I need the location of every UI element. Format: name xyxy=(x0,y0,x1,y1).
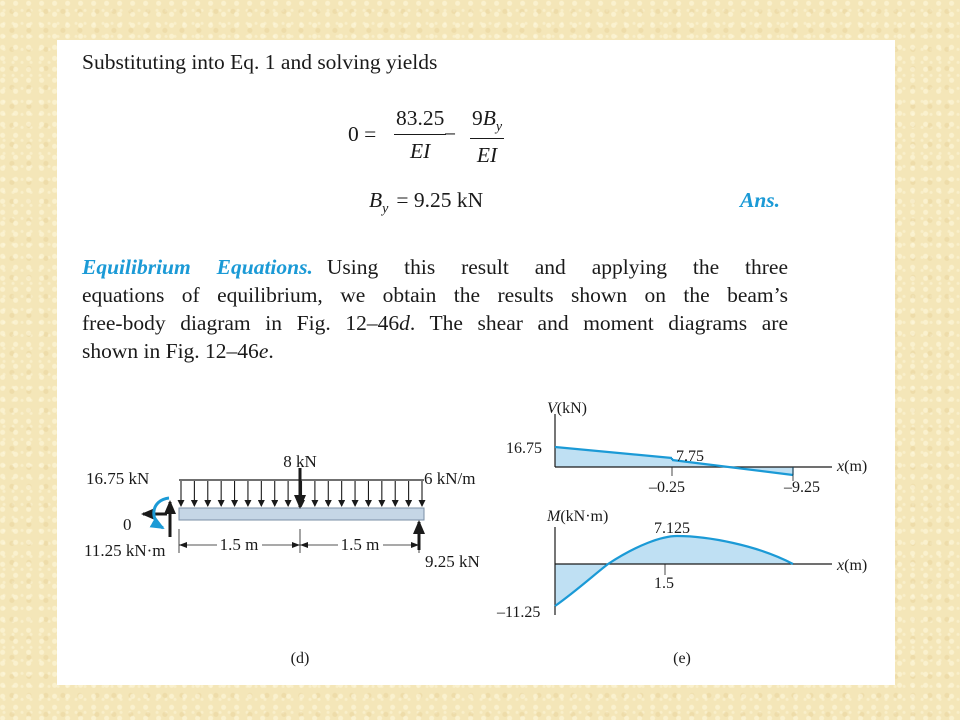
moment-x-var: x xyxy=(837,557,845,574)
distributed-load-label: 6 kN/m xyxy=(424,469,476,488)
left-reaction-label: 16.75 kN xyxy=(86,469,150,488)
ans-label: Ans. xyxy=(740,188,781,212)
fraction-2-var: B xyxy=(482,106,496,130)
moment-positive-area xyxy=(608,536,793,564)
beam xyxy=(179,508,424,520)
moment-value-max: 7.125 xyxy=(654,520,690,537)
paragraph-line-3a: free-body diagram in Fig. 12–46 xyxy=(82,311,400,335)
paragraph-line-3c: . The shear and moment diagrams are xyxy=(409,311,788,335)
moment-axis-unit: (kN·m) xyxy=(560,508,609,525)
fraction-1-numerator: 83.25 xyxy=(396,106,445,130)
fraction-2-sub: y xyxy=(495,119,503,135)
shear-moment-diagrams xyxy=(496,400,867,667)
shear-x-unit: (m) xyxy=(844,458,868,475)
intro-text: Substituting into Eq. 1 and solving yields xyxy=(82,50,438,74)
result-sub: y xyxy=(382,201,389,217)
paragraph-line-3b: d xyxy=(399,311,410,335)
shear-value-start: 16.75 xyxy=(506,440,542,457)
result-value: = 9.25 kN xyxy=(396,188,484,212)
left-moment-label: 11.25 kN·m xyxy=(84,541,166,560)
fraction-2-coef: 9 xyxy=(472,106,483,130)
equation-lhs: 0 = xyxy=(348,122,377,146)
equation-minus: − xyxy=(444,122,457,146)
shear-value-jump: –0.25 xyxy=(649,479,685,496)
free-body-diagram xyxy=(84,452,480,667)
moment-x-label xyxy=(836,557,867,574)
textbook-page xyxy=(57,40,895,685)
shear-axis-label xyxy=(547,400,587,417)
moment-axis-label xyxy=(546,508,608,525)
figures-svg xyxy=(57,40,895,685)
figure-e-caption: (e) xyxy=(673,650,691,667)
moment-value-start: –11.25 xyxy=(497,604,541,621)
moment-axis-var: M xyxy=(547,508,561,525)
paragraph-line-4a: shown in Fig. 12–46 xyxy=(82,339,259,363)
paragraph-heading: Equilibrium Equations. xyxy=(82,255,313,279)
moment-x-unit: (m) xyxy=(844,557,868,574)
shear-axis-unit: (kN) xyxy=(556,400,587,417)
shear-x-var: x xyxy=(837,458,845,475)
left-horizontal-label: 0 xyxy=(123,515,132,534)
figure-d-caption: (d) xyxy=(290,650,310,667)
shear-axis-var: V xyxy=(547,400,557,417)
shear-value-mid: 7.75 xyxy=(676,448,704,465)
result-var: B xyxy=(369,188,383,212)
fraction-2-denominator: EI xyxy=(476,143,498,168)
paragraph-line-2: equations of equilibrium, we obtain the results shown on the beam’s xyxy=(82,283,788,307)
span-2-label: 1.5 m xyxy=(340,535,380,554)
span-1-label: 1.5 m xyxy=(219,535,259,554)
moment-x-value: 1.5 xyxy=(654,575,674,592)
point-load-label: 8 kN xyxy=(283,452,317,471)
right-reaction-label: 9.25 kN xyxy=(425,552,480,571)
paragraph-line-4b: e xyxy=(258,339,269,363)
shear-x-label xyxy=(836,458,867,475)
shear-value-end: –9.25 xyxy=(784,479,820,496)
fraction-1-denominator: EI xyxy=(410,139,431,164)
paragraph-line-1-text: Using this result and applying the three xyxy=(326,255,788,279)
paragraph-line-4c: . xyxy=(268,339,274,363)
